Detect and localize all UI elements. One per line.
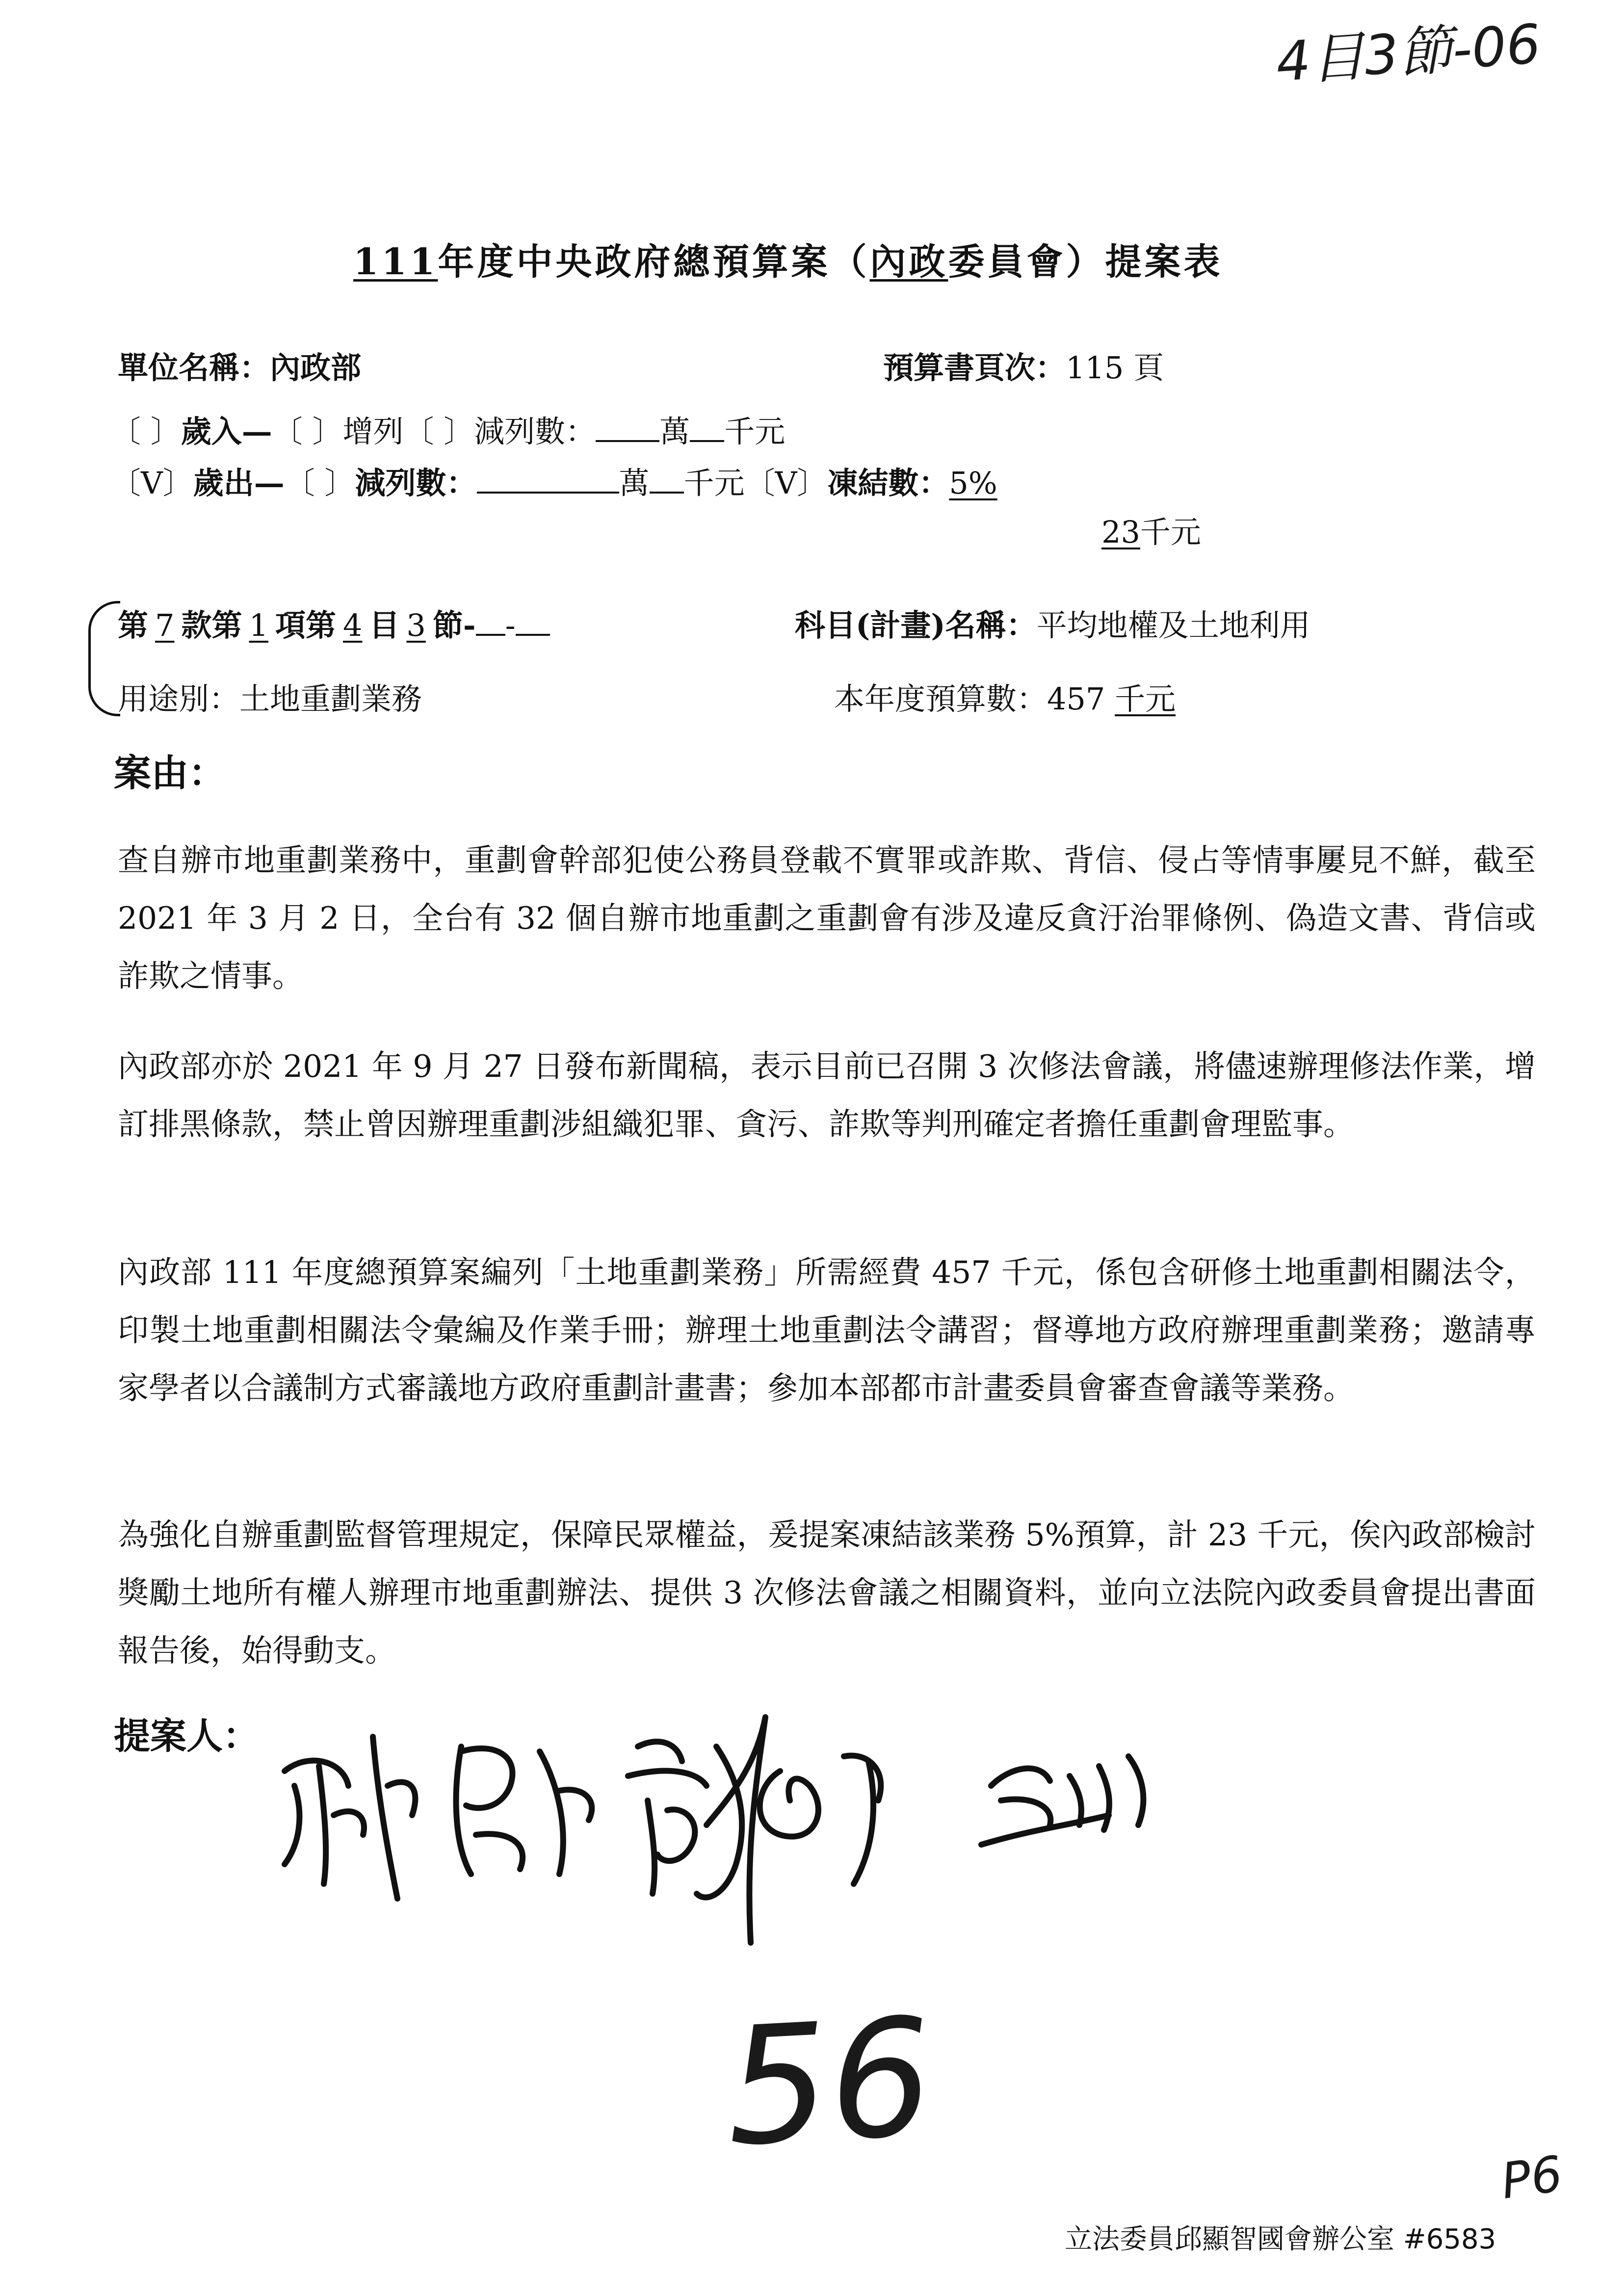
kuan-post: 款第	[181, 607, 242, 643]
signature-2	[456, 1747, 592, 1874]
expense-qianyuan: 千元	[683, 465, 745, 501]
unit-value: 內政部	[270, 350, 362, 386]
jie-post: 節-	[432, 607, 476, 643]
signature-4	[697, 1717, 881, 1943]
freeze-label: 凍結數：	[827, 465, 949, 501]
jie-value: 3	[406, 607, 426, 643]
title-suffix: 委員會）提案表	[948, 241, 1223, 283]
freeze-unit: 千元	[1140, 514, 1201, 550]
freeze-amount-line	[1101, 508, 1201, 551]
expense-freeze-check: 〔V〕	[744, 465, 828, 501]
budget-page	[883, 343, 1164, 387]
usage-label: 用途別：	[118, 681, 240, 717]
revenue-cut-check: 〔 〕	[403, 414, 474, 449]
title-committee: 內政	[869, 241, 948, 283]
subject	[795, 601, 1310, 645]
annual-budget-value: 457	[1047, 681, 1115, 717]
reason-heading: 案由：	[114, 751, 226, 795]
freeze-percent: 5%	[949, 465, 997, 501]
revenue-add-check: 〔 〕	[272, 414, 343, 449]
revenue-qianyuan: 千元	[724, 414, 786, 449]
revenue-label: 歲入	[181, 414, 242, 449]
signature-5	[981, 1756, 1143, 1845]
budget-page-label: 預算書頁次：	[883, 350, 1066, 386]
kuan-value: 7	[155, 607, 175, 643]
form-title	[353, 233, 1223, 285]
revenue-line	[110, 407, 785, 451]
expense-qian-blank	[650, 464, 684, 494]
revenue-dash: —	[241, 414, 272, 449]
item-code	[118, 601, 550, 645]
revenue-qian-blank	[690, 413, 724, 442]
mu-value: 4	[342, 607, 363, 643]
unit-label: 單位名稱：	[118, 350, 270, 386]
item-bracket	[88, 601, 120, 716]
title-mid: 年度中央政府總預算案（	[438, 241, 870, 283]
unit-name	[118, 343, 361, 387]
code-blank-1	[476, 606, 505, 636]
expense-cut-check: 〔 〕	[284, 465, 355, 501]
footer-office: 立法委員邱顯智國會辦公室 #6583	[1065, 2223, 1496, 2255]
xiang-post: 項第	[275, 607, 336, 643]
revenue-check: 〔 〕	[110, 414, 181, 449]
kuan-pre: 第	[118, 607, 149, 643]
expense-dash: —	[254, 465, 285, 501]
reason-paragraph: 查自辦市地重劃業務中，重劃會幹部犯使公務員登載不實罪或詐欺、背信、侵占等情事屢見不鮮，截至 2021 年 3 月 2 日，全台有 32 個自辦市地重劃之重劃會有涉及違反貪汙治罪條例、偽造文書、背信或詐欺之情事。	[118, 842, 1536, 994]
reason-paragraph: 內政部 111 年度總預算案編列「土地重劃業務」所需經費 457 千元，係包含研修土地重劃相關法令，印製土地重劃相關法令彙編及作業手冊；辦理土地重劃法令講習；督導地方政府辦理重劃業務；邀請專家學者以合議制方式審議地方政府重劃計畫書；參加本部都市計畫委員會審查會議等業務。	[118, 1254, 1536, 1406]
freeze-amount: 23	[1101, 514, 1140, 550]
subject-label: 科目(計畫)名稱：	[795, 607, 1037, 643]
budget-page-value: 115 頁	[1066, 350, 1164, 386]
annual-budget-label: 本年度預算數：	[834, 681, 1048, 717]
reason-paragraph: 內政部亦於 2021 年 9 月 27 日發布新聞稿，表示目前已召開 3 次修法會議，將儘速辦理修法作業，增訂排黑條款，禁止曾因辦理重劃涉組織犯罪、貪污、詐欺等判刑確定者擔任重劃會理監事。	[118, 1048, 1536, 1142]
code-blank-2	[516, 606, 550, 636]
code-tail: -	[505, 607, 516, 643]
expense-line	[110, 459, 997, 502]
annual-budget	[834, 675, 1176, 718]
handwritten-number: 56	[721, 1983, 937, 2182]
revenue-wan-blank	[596, 413, 659, 442]
page-mark: P6	[1497, 2144, 1566, 2211]
expense-wan-blank	[477, 464, 619, 494]
reason-paragraph: 為強化自辦重劃監督管理規定，保障民眾權益，爰提案凍結該業務 5%預算，計 23 千元，俟內政部檢討獎勵土地所有權人辦理市地重劃辦法、提供 3 次修法會議之相關資料，並向立法院內政委員會提出書面報告後，始得動支。	[118, 1517, 1536, 1669]
expense-cut-text: 減列數：	[355, 465, 477, 501]
xiang-value: 1	[249, 607, 268, 643]
expense-label: 歲出	[193, 465, 254, 501]
signatures	[265, 1688, 1246, 1982]
signature-3	[628, 1742, 707, 1894]
usage-value: 土地重劃業務	[239, 681, 422, 717]
mu-post: 目	[369, 607, 400, 643]
annual-budget-unit: 千元	[1115, 681, 1176, 717]
revenue-wan: 萬	[659, 414, 690, 449]
revenue-cut-text: 減列數：	[474, 414, 596, 449]
signature-1	[285, 1737, 415, 1899]
expense-wan: 萬	[619, 465, 650, 501]
corner-handwritten-note: 4目3節-06	[1274, 12, 1543, 94]
proposer-label: 提案人：	[114, 1715, 259, 1757]
revenue-add-text: 增列	[342, 414, 404, 449]
subject-value: 平均地權及土地利用	[1036, 607, 1310, 643]
usage	[118, 675, 422, 718]
title-year: 111	[353, 241, 438, 283]
expense-check: 〔V〕	[110, 465, 193, 501]
